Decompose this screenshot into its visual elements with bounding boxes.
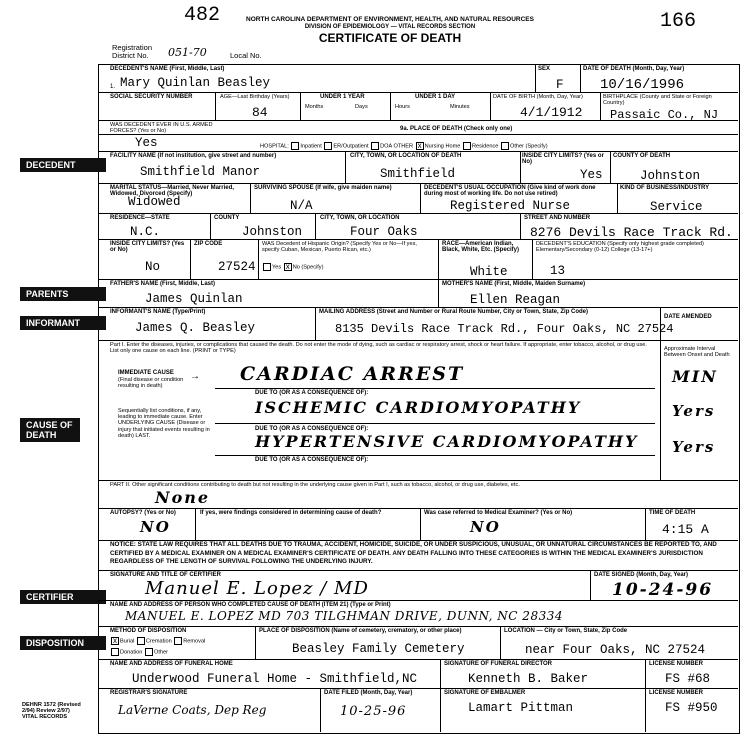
part2-label: PART II. Other significant conditions contributing to death but not resulting in the underlying cause given in Part I, such as tobacco, alcohol, or drug use, diabetes, etc. — [110, 482, 520, 488]
section-decedent: DECEDENT — [20, 158, 106, 172]
mailing-label: MAILING ADDRESS (Street and Number or Rural Route Number, City or Town, State, Zip Code) — [319, 309, 589, 315]
method-options-row2 — [110, 648, 168, 656]
autopsy: NO — [140, 518, 171, 536]
time-of-death: 4:15 A — [662, 522, 709, 537]
education-label: DECEDENT'S EDUCATION (Specify only highest grade completed) Elementary/Secondary (0-12) College (13-17+) — [536, 241, 704, 253]
doa-label: DOA — [380, 143, 392, 150]
funeral-home-label: NAME AND ADDRESS OF FUNERAL HOME — [110, 661, 233, 667]
business-label: KIND OF BUSINESS/INDUSTRY — [620, 185, 710, 191]
burial-label: Burial — [120, 638, 135, 645]
location-label: LOCATION — City or Town, State, Zip Code — [504, 628, 628, 634]
father-name: James Quinlan — [145, 292, 243, 306]
immediate-cause-label: IMMEDIATE CAUSE — [118, 370, 174, 376]
part2-conditions: None — [155, 488, 211, 507]
method-label: METHOD OF DISPOSITION — [110, 628, 187, 634]
cremation-label: Cremation — [145, 638, 172, 645]
date-amended-label: DATE AMENDED — [664, 314, 712, 320]
occupation-label: DECEDENT'S USUAL OCCUPATION (Give kind of work done during most of working life. Do not use retired) — [424, 185, 596, 197]
marital-status: Widowed — [128, 195, 181, 209]
date-signed-label: DATE SIGNED (Month, Day, Year) — [594, 572, 689, 578]
embalmer-label: SIGNATURE OF EMBALMER — [444, 690, 526, 696]
inside-city-label: INSIDE CITY LIMITS? (Yes or No) — [522, 153, 604, 165]
hispanic-yes-label: Yes — [272, 264, 282, 271]
place-of-death-label: 9a. PLACE OF DEATH (Check only one) — [400, 126, 513, 132]
registration-number: 051-70 — [168, 46, 207, 59]
facility-name: Smithfield Manor — [140, 165, 261, 179]
removal-label: Removal — [183, 638, 206, 645]
surviving-spouse: N/A — [290, 199, 313, 213]
funeral-director-label: SIGNATURE OF FUNERAL DIRECTOR — [444, 661, 553, 667]
armed-forces: Yes — [135, 136, 158, 150]
license-label-fd: LICENSE NUMBER — [649, 661, 704, 667]
interval-b: Yers — [672, 402, 716, 420]
donation-label: Donation — [120, 649, 143, 656]
decedent-name: Mary Quinlan Beasley — [120, 76, 271, 90]
under-1-year-label: UNDER 1 YEAR — [320, 94, 365, 100]
spouse-label: SURVIVING SPOUSE (If wife, give maiden name) — [254, 185, 392, 191]
inside-city2-label: INSIDE CITY LIMITS? (Yes or No) — [110, 241, 185, 253]
occupation: Registered Nurse — [450, 199, 571, 213]
nursing-home-label: Nursing Home — [424, 143, 461, 150]
burial-checkbox[interactable]: x — [113, 636, 117, 645]
medical-examiner-label: Was case referred to Medical Examiner? (Yes or No) — [424, 510, 573, 516]
residence-state-label: RESIDENCE—STATE — [110, 215, 170, 221]
father-label: FATHER'S NAME (First, Middle, Last) — [110, 281, 215, 287]
date-filed: 10-25-96 — [340, 704, 407, 719]
race: White — [470, 265, 508, 279]
date-signed: 10-24-96 — [612, 580, 714, 600]
days-label: Days — [355, 104, 368, 110]
findings-label: If yes, were findings considered in determining cause of death? — [200, 510, 382, 516]
decedent-sex: F — [556, 78, 564, 92]
marital-label: MARITAL STATUS—Married, Never Married, Widowed, Divorced (Specify) — [110, 185, 234, 197]
legal-notice: NOTICE: STATE LAW REQUIRES THAT ALL DEATHS DUE TO TRAUMA, ACCIDENT, HOMICIDE, SUICIDE, OR UNDER SUSPICIOUS, UNUSUAL, OR UNNATURAL CIRCUMSTANCES BE REPORTED TO, AND CERTIFIED BY A MEDICAL EXAMINER ON A MEDICAL EXAMINER'S CERTIFICATE OF DEATH. ANY DEATH FALLING INTO THESE CATEGORIES IS WITHIN THE MEDICAL EXAMINER'S JURISDICTION REGARDLESS OF THE LENGTH OF SURVIVAL FOLLOWING THE UNDERLYING INJURY. — [110, 541, 717, 565]
name-label: DECEDENT'S NAME (First, Middle, Last) — [110, 66, 225, 72]
inside-city: Yes — [580, 168, 603, 182]
license-label-emb: LICENSE NUMBER — [649, 690, 704, 696]
hispanic-yes-checkbox[interactable] — [263, 263, 271, 271]
due-to-b: DUE TO (OR AS A CONSEQUENCE OF): — [255, 426, 369, 432]
hispanic-options — [262, 263, 323, 271]
interval-label: Approximate Interval Between Onset and Death — [664, 346, 730, 359]
document-number-right: 166 — [660, 10, 697, 33]
date-filed-label: DATE FILED (Month, Day, Year) — [324, 690, 413, 696]
certifier-signature: Manuel E. Lopez / MD — [145, 578, 369, 599]
residence-label: Residence — [471, 143, 499, 150]
hispanic-no-checkbox[interactable]: x — [285, 262, 290, 271]
er-checkbox[interactable] — [324, 142, 332, 150]
other-specify-checkbox[interactable] — [501, 142, 509, 150]
part1-instructions: Part I. Enter the diseases, injuries, or complications that caused the death. Do not enter the mode of dying, such as cardiac or respiratory arrest, shock or heart failure. If appropriate, enter tobacco, alcohol, or drug use. List only one cause on each line. (PRINT or TYPE) — [110, 342, 647, 355]
cause-b: ISCHEMIC CARDIOMYOPATHY — [255, 398, 582, 417]
section-cause-of-death: CAUSE OF DEATH — [20, 418, 80, 442]
zip-label: ZIP CODE — [194, 241, 223, 247]
interval-a: MIN — [672, 367, 718, 386]
date-of-birth: 4/1/1912 — [520, 105, 583, 120]
sex-label: SEX — [538, 66, 551, 72]
minutes-label: Minutes — [450, 104, 470, 110]
place-of-death-options — [260, 142, 548, 150]
months-label: Months — [305, 104, 324, 110]
kind-of-business: Service — [650, 200, 703, 214]
race-label: RACE—American Indian, Black, White, Etc. (Specify) — [442, 241, 520, 253]
under-1-day-label: UNDER 1 DAY — [415, 94, 456, 100]
residence-county: Johnston — [242, 225, 303, 239]
nursing-home-checkbox[interactable]: x — [417, 141, 422, 150]
sequential-note: Sequentially list conditions, if any, leading to immediate cause. Enter UNDERLYING CAUSE (Disease or injury that initiated events resulting in death) LAST. — [118, 408, 210, 439]
dob-label: DATE OF BIRTH (Month, Day, Year) — [493, 94, 583, 100]
other-disposition-label: Other — [153, 649, 168, 656]
immediate-note: (Final disease or condition resulting in death) — [118, 377, 184, 390]
interval-c: Yers — [672, 438, 716, 456]
city-town-label: CITY, TOWN, OR LOCATION — [320, 215, 400, 221]
certifier-name-address: MANUEL E. LOPEZ MD 703 TILGHMAN DRIVE, DUNN, NC 28334 — [125, 609, 563, 623]
age-label: AGE—Last Birthday (Years) — [220, 94, 290, 100]
date-of-death-label: DATE OF DEATH (Month, Day, Year) — [583, 66, 685, 72]
street-label: STREET AND NUMBER — [524, 215, 591, 221]
method-options-row1 — [110, 637, 205, 645]
document-number-left: 482 — [184, 4, 221, 27]
birthplace: Passaic Co., NJ — [610, 108, 719, 122]
other-specify-label: Other (Specify) — [509, 143, 548, 150]
county-of-death-label: COUNTY OF DEATH — [613, 153, 671, 159]
registration-label: Registration District No. — [112, 43, 153, 60]
education: 13 — [550, 264, 566, 278]
doa-checkbox[interactable] — [371, 142, 379, 150]
due-to-a: DUE TO (OR AS A CONSEQUENCE OF): — [255, 390, 369, 396]
embalmer-license: FS #950 — [665, 701, 718, 715]
hours-label: Hours — [395, 104, 410, 110]
embalmer: Lamart Pittman — [468, 701, 574, 715]
registrar-label: REGISTRAR'S SIGNATURE — [110, 690, 188, 696]
section-parents: PARENTS — [20, 287, 106, 301]
ssn-label: SOCIAL SECURITY NUMBER — [110, 94, 193, 100]
cause-c: HYPERTENSIVE CARDIOMYOPATHY — [255, 432, 639, 451]
place-of-disposition: Beasley Family Cemetery — [292, 642, 465, 656]
mother-label: MOTHER'S NAME (First, Middle, Maiden Surname) — [442, 281, 586, 287]
registrar-signature: LaVerne Coats, Dep Reg — [118, 703, 267, 717]
er-label: ER/Outpatient — [333, 143, 369, 150]
zip-code: 27524 — [218, 260, 256, 274]
autopsy-label: AUTOPSY? (Yes or No) — [110, 510, 176, 516]
time-of-death-label: TIME OF DEATH — [649, 510, 696, 516]
hospital-label: HOSPITAL: — [260, 143, 289, 150]
inpatient-label: Inpatient — [300, 143, 322, 150]
city-of-death: Smithfield — [380, 167, 456, 181]
hispanic-label: WAS Decedent of Hispanic Origin? (Specify Yes or No—If yes, specify Cuban, Mexican, Puerto Rican, etc.) — [262, 241, 417, 253]
residence-state: N.C. — [130, 225, 161, 239]
division-name: DIVISION OF EPIDEMIOLOGY — VITAL RECORDS SECTION — [304, 24, 476, 30]
disposition-location: near Four Oaks, NC 27524 — [525, 643, 706, 657]
inpatient-checkbox[interactable] — [291, 142, 299, 150]
armed-forces-label: WAS DECEDENT EVER IN U.S. ARMED FORCES? (Yes or No) — [110, 122, 213, 134]
cremation-checkbox[interactable] — [137, 637, 145, 645]
residence-county-label: COUNTY — [214, 215, 240, 221]
funeral-director-license: FS #68 — [665, 672, 711, 686]
section-informant: INFORMANT — [20, 316, 106, 330]
mother-name: Ellen Reagan — [470, 293, 561, 307]
arrow-icon: → — [190, 371, 200, 382]
medical-examiner: NO — [470, 518, 501, 536]
other-label: OTHER — [393, 143, 414, 150]
informant-label: INFORMANT'S NAME (Type/Print) — [110, 309, 206, 315]
mailing-address: 8135 Devils Race Track Rd., Four Oaks, NC 27524 — [335, 322, 674, 336]
informant-name: James Q. Beasley — [135, 321, 256, 335]
facility-label: FACILITY NAME (If not institution, give street and number) — [110, 153, 277, 159]
decedent-age: 84 — [252, 105, 268, 120]
cause-a: CARDIAC ARREST — [240, 363, 465, 385]
street-address: 8276 Devils Race Track Rd. — [530, 225, 733, 240]
date-of-death: 10/16/1996 — [600, 77, 685, 93]
donation-checkbox[interactable] — [111, 648, 119, 656]
local-number-label: Local No. — [230, 51, 262, 60]
hispanic-no-label: No (Specify) — [292, 264, 324, 271]
place-disposition-label: PLACE OF DISPOSITION (Name of cemetery, crematory, or other place) — [259, 628, 462, 634]
agency-name: NORTH CAROLINA DEPARTMENT OF ENVIRONMENT, HEALTH, AND NATURAL RESOURCES — [246, 16, 534, 23]
removal-checkbox[interactable] — [174, 637, 182, 645]
certificate-title: CERTIFICATE OF DEATH — [318, 31, 462, 45]
other-disposition-checkbox[interactable] — [145, 648, 153, 656]
form-footer: DEHNR 1572 (Revised 2/94) Review 2/97) VITAL RECORDS — [22, 702, 81, 720]
city-of-death-label: CITY, TOWN, OR LOCATION OF DEATH — [350, 153, 462, 159]
funeral-home: Underwood Funeral Home - Smithfield,NC — [132, 672, 418, 686]
residence-city: Four Oaks — [350, 225, 418, 239]
residence-checkbox[interactable] — [463, 142, 471, 150]
funeral-director: Kenneth B. Baker — [468, 672, 589, 686]
county-of-death: Johnston — [640, 169, 701, 183]
section-certifier: CERTIFIER — [20, 590, 106, 604]
due-to-c: DUE TO (OR AS A CONSEQUENCE OF): — [255, 457, 369, 463]
birthplace-label: BIRTHPLACE (County and State or Foreign Country) — [603, 94, 712, 106]
certifier-address-label: NAME AND ADDRESS OF PERSON WHO COMPLETED CAUSE OF DEATH (ITEM 21) (Type or Print) — [110, 602, 391, 608]
certifier-signature-label: SIGNATURE AND TITLE OF CERTIFIER — [110, 572, 221, 578]
section-disposition: DISPOSITION — [20, 636, 106, 650]
inside-city-residence: No — [145, 260, 161, 274]
